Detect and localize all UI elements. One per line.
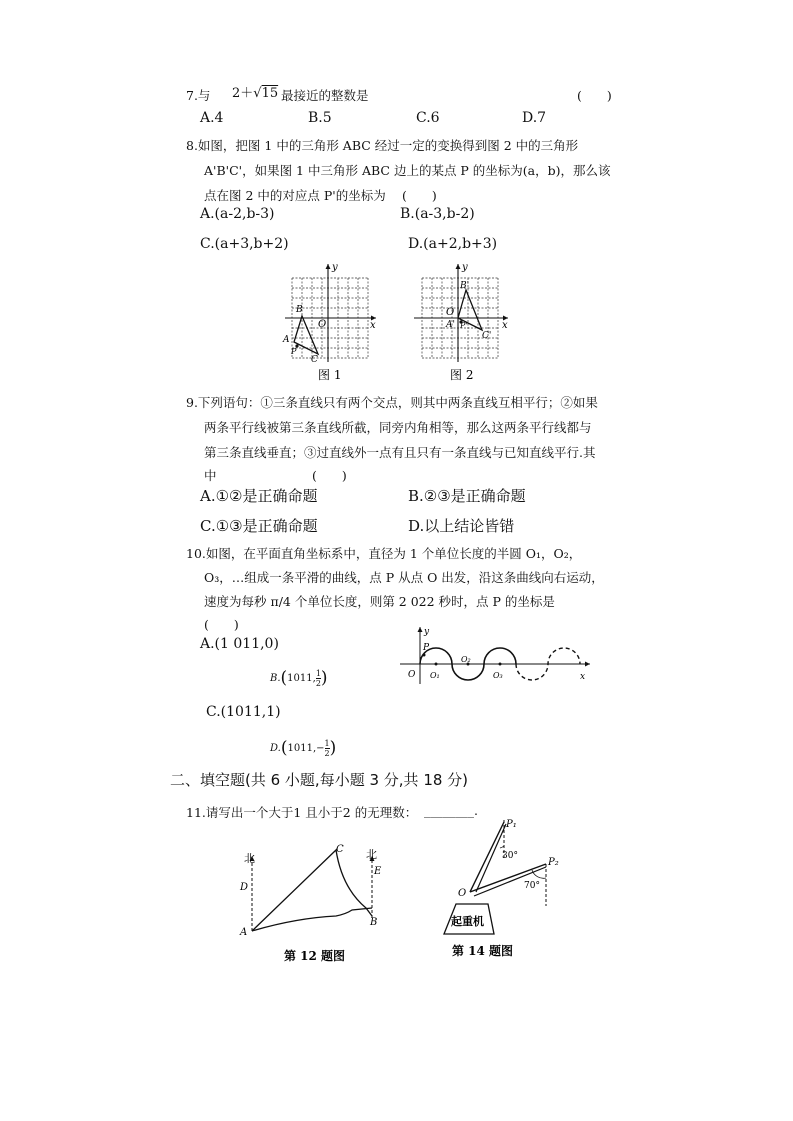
fig2-p-label: P' [460,321,468,330]
fig1-c-label: C [311,355,318,365]
q8-figure-2 [408,258,512,384]
q11-text: 11.请写出一个大于1 且小于2 的无理数： [186,805,418,820]
fig1-origin-label: O [318,319,327,330]
fig2-x-label: x [502,320,508,331]
fig2-y-label: y [462,262,468,273]
center-o1 [435,663,438,666]
q10-y-label: y [424,627,430,637]
fig1-x-label: x [370,320,376,331]
q9-line-1: 9.下列语句：①三条直线只有两个交点，则其中两条直线互相平行；②如果 [186,395,598,410]
q9-line-3: 第三条直线垂直；③过直线外一点有且只有一条直线与已知直线平行.其 [204,445,596,460]
fig1-caption: 图 1 [318,368,342,382]
fig12-d-label: D [240,882,249,893]
fig12-a-label: A [240,927,248,938]
q10-o2-label: O₂ [461,655,471,664]
fig2-c-label: C' [482,331,492,341]
x-axis-arrow-icon [585,662,590,667]
fig12-figure [226,838,398,968]
point-p [423,654,426,657]
left-paren-icon: ( [280,738,288,758]
fig2-caption: 图 2 [450,368,474,382]
q8-option-a: A.(a-2,b-3) [200,206,275,222]
q7-stem-suffix: 最接近的整数是 [281,88,369,103]
q7-option-d: D.7 [522,110,547,126]
q10-option-b-prefix: B. [270,672,281,684]
q7-expression [232,82,278,101]
route-a-b [252,908,372,931]
q7-option-b: B.5 [308,110,332,126]
q9-option-b: B.②③是正确命题 [408,487,526,505]
fig12-c-label: C [336,844,344,855]
q10-option-d-den: 2 [324,748,330,758]
q9-option-a: A.①②是正确命题 [200,487,318,505]
q10-o-label: O [408,670,416,680]
q10-option-d-int: 1011 [287,742,313,754]
q10-line-1: 10.如图，在平面直角坐标系中，直径为 1 个单位长度的半圆 O₁，O₂， [186,546,582,561]
q11-answer-blank: ________. [424,803,478,818]
q10-option-b-den: 2 [315,678,321,688]
fig14-p1-label: P₁ [506,819,517,830]
q8-line-3: 点在图 2 中的对应点 P'的坐标为 [204,188,386,203]
q9-option-d: D.以上结论皆错 [408,517,515,535]
q8-line-1: 8.如图，把图 1 中的三角形 ABC 经过一定的变换得到图 2 中的三角形 [186,138,579,153]
fig2-origin-label: O [446,307,455,318]
fig12-b-label: B [370,917,378,928]
q8-figure-1 [280,258,380,384]
fig1-b-label: B [296,305,303,315]
q9-option-c: C.①③是正确命题 [200,517,318,535]
q8-answer-paren: ( ) [402,188,437,203]
fig2-a-label: A' [446,320,455,330]
q8-option-b: B.(a-3,b-2) [400,206,475,222]
q10-answer-paren: ( ) [204,617,239,632]
q7-expr-lead: 2＋ [232,86,254,101]
fig12-north-2: 北 [366,848,377,861]
fig12-north-1: 北 [244,852,255,865]
fig1-y-label: y [332,262,338,273]
q8-line-2: A'B'C'，如果图 1 中三角形 ABC 边上的某点 P 的坐标为(a，b)，那么该 [204,163,611,178]
q10-line-2: O₃，…组成一条平滑的曲线，点 P 从点 O 出发，沿这条曲线向右运动， [204,570,604,585]
angle-arc-30 [500,846,504,848]
q10-option-a: A.(1 011,0) [200,636,279,652]
q9-line-2: 两条平行线被第三条直线所截，同旁内角相等，那么这两条平行线都与 [204,420,592,435]
q10-option-d-sign: − [316,742,325,754]
fig14-o-label: O [458,888,467,899]
fig14-p2-label: P₂ [548,857,559,868]
q10-curve-figure [396,624,592,688]
q10-line-3: 速度为每秒 π/4 个单位长度，则第 2 022 秒时，点 P 的坐标是 [204,594,555,609]
q10-option-d: D. ( 1011 , − $\frac{1}{2}$ ) [270,738,337,758]
fig12-caption: 第 12 题图 [284,949,346,963]
q8-option-d: D.(a+2,b+3) [408,236,498,252]
right-paren-icon: ) [320,668,328,688]
q7-option-a: A.4 [200,110,224,126]
sqrt-symbol-icon: √ [253,86,262,101]
right-paren-icon: ) [329,738,337,758]
q9-answer-paren: ( ) [312,468,347,483]
q10-option-d-prefix: D. [270,742,281,754]
q9-line-4: 中 [204,468,217,483]
section-2-heading: 二、填空题(共 6 小题,每小题 3 分,共 18 分) [170,771,469,789]
left-paren-icon: ( [280,668,288,688]
fig14-caption: 第 14 题图 [452,944,514,958]
q10-option-c: C.(1011,1) [206,704,281,720]
q8-option-c: C.(a+3,b+2) [200,236,289,252]
q7-stem-prefix: 7.与 [186,88,211,103]
q7-option-c: C.6 [416,110,440,126]
q10-p-label: P [423,643,430,653]
y-axis-arrow-icon [326,264,331,269]
q10-o3-label: O₃ [493,671,503,680]
y-axis-arrow-icon [418,627,423,632]
q10-option-b-int: 1011 [287,672,313,684]
q10-option-d-num: 1 [324,738,330,748]
q10-option-b: B. ( 1011 , $\frac{1}{2}$ ) [270,668,328,688]
q10-o1-label: O₁ [430,671,440,680]
fig2-b-label: B' [460,281,470,291]
route-a-c-b [252,850,372,931]
fig1-a-label: A [283,335,290,345]
q10-x-label: x [580,672,586,682]
fig1-p-label: P [291,347,297,356]
q7-radicand: 15 [261,86,279,101]
fig14-crane-label: 起重机 [451,915,484,928]
y-axis-arrow-icon [456,264,461,269]
fig14-figure [436,812,576,962]
fig12-e-label: E [374,866,382,877]
q7-answer-paren: ( ) [577,88,612,103]
fig14-angle-70: 70° [524,881,540,891]
fig14-angle-30: 30° [502,851,518,861]
q10-option-b-num: 1 [315,668,321,678]
center-o3 [499,663,502,666]
